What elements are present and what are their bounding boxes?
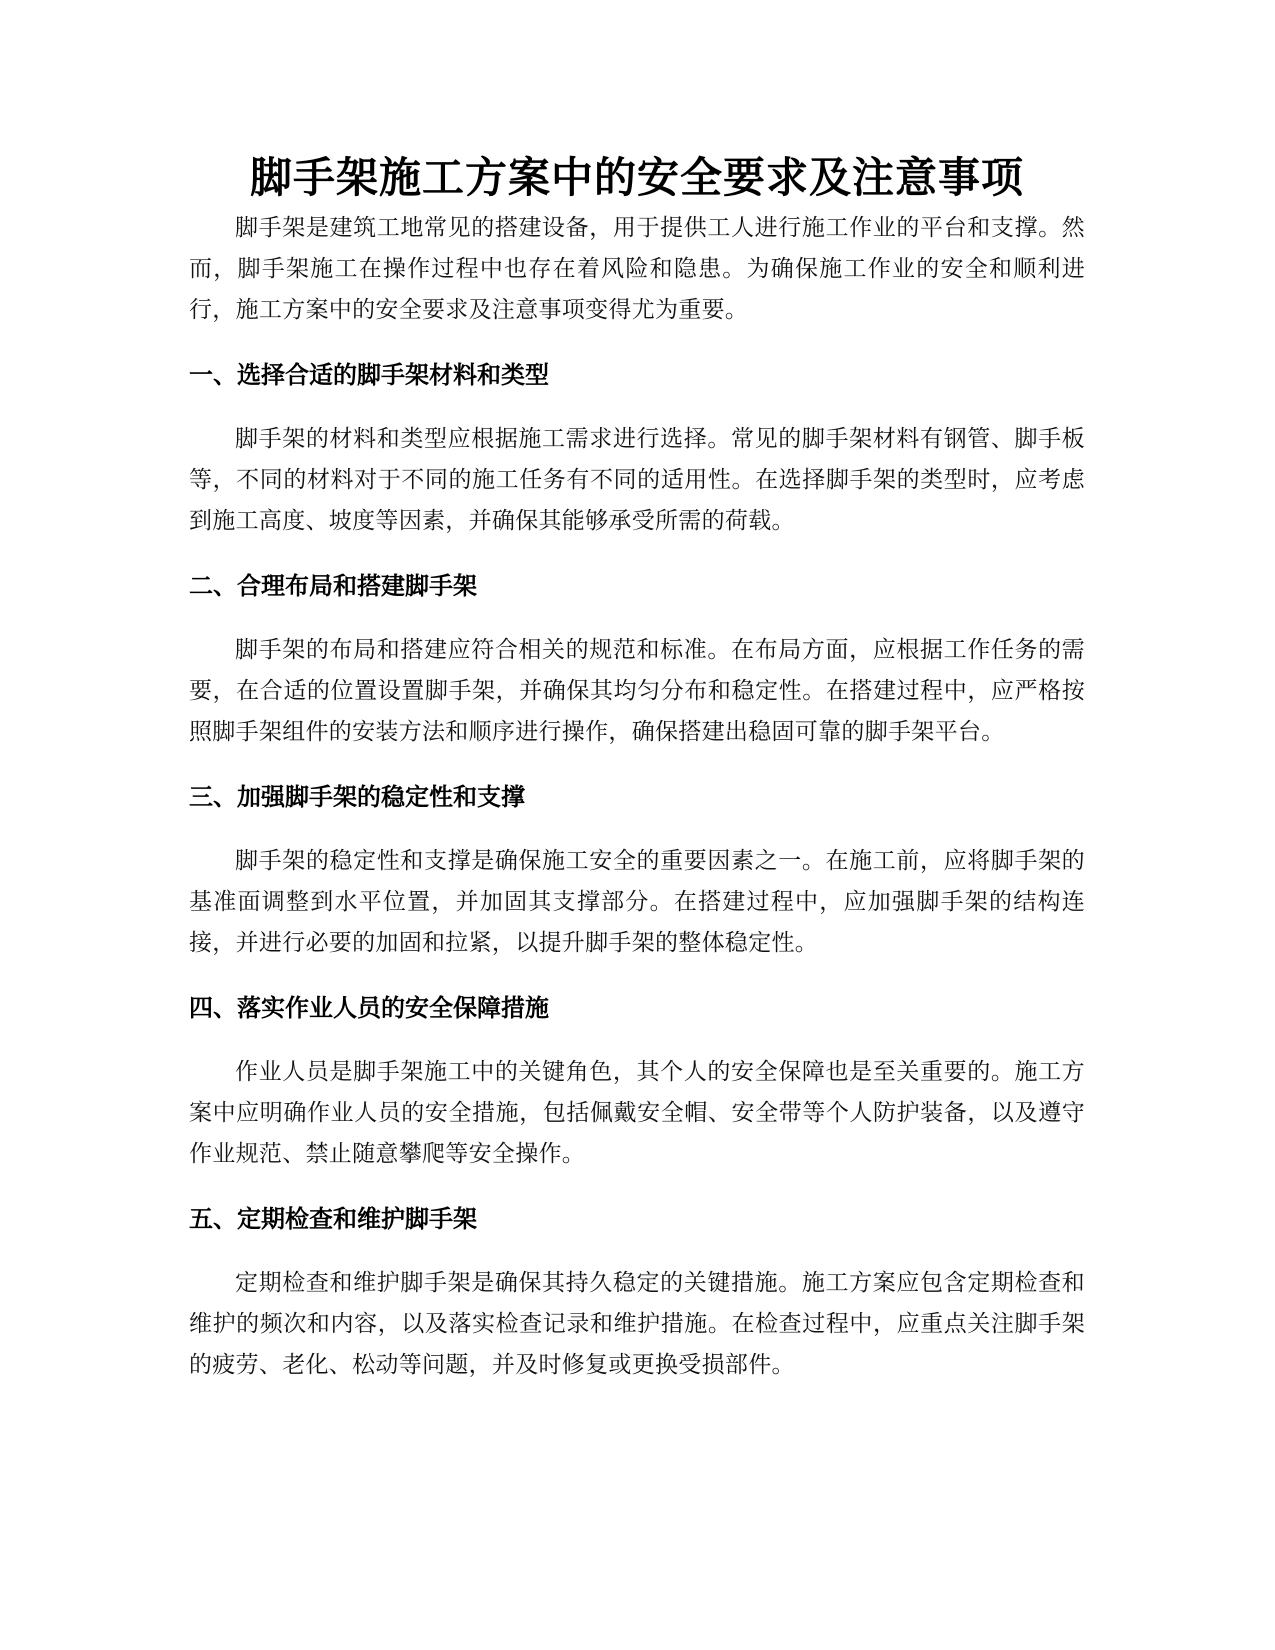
section-heading: 三、加强脚手架的稳定性和支撑 — [189, 783, 525, 811]
section-heading: 四、落实作业人员的安全保障措施 — [189, 994, 549, 1022]
document-content — [189, 148, 1085, 1386]
document-title: 脚手架施工方案中的安全要求及注意事项 — [249, 153, 1024, 202]
intro-paragraph: 脚手架是建筑工地常见的搭建设备，用于提供工人进行施工作业的平台和支撑。然而，脚手架施工在操作过程中也存在着风险和隐患。为确保施工作业的安全和顺利进行，施工方案中的安全要求及注意事项变得尤为重要。 — [189, 215, 1085, 323]
section-paragraph: 作业人员是脚手架施工中的关键角色，其个人的安全保障也是至关重要的。施工方案中应明确作业人员的安全措施，包括佩戴安全帽、安全带等个人防护装备，以及遵守作业规范、禁止随意攀爬等安全操作。 — [189, 1059, 1085, 1167]
section-4 — [189, 990, 1085, 1175]
section-1 — [189, 357, 1085, 542]
section-heading: 一、选择合适的脚手架材料和类型 — [189, 361, 549, 389]
section-5 — [189, 1201, 1085, 1386]
section-heading: 二、合理布局和搭建脚手架 — [189, 572, 477, 600]
section-paragraph: 脚手架的稳定性和支撑是确保施工安全的重要因素之一。在施工前，应将脚手架的基准面调整到水平位置，并加固其支撑部分。在搭建过程中，应加强脚手架的结构连接，并进行必要的加固和拉紧，以提升脚手架的整体稳定性。 — [189, 848, 1085, 956]
section-3 — [189, 779, 1085, 964]
section-2 — [189, 568, 1085, 753]
section-paragraph: 脚手架的布局和搭建应符合相关的规范和标准。在布局方面，应根据工作任务的需要，在合适的位置设置脚手架，并确保其均匀分布和稳定性。在搭建过程中，应严格按照脚手架组件的安装方法和顺序进行操作，确保搭建出稳固可靠的脚手架平台。 — [189, 637, 1085, 745]
section-heading: 五、定期检查和维护脚手架 — [189, 1205, 477, 1233]
section-paragraph: 脚手架的材料和类型应根据施工需求进行选择。常见的脚手架材料有钢管、脚手板等，不同的材料对于不同的施工任务有不同的适用性。在选择脚手架的类型时，应考虑到施工高度、坡度等因素，并确保其能够承受所需的荷载。 — [189, 426, 1085, 534]
section-paragraph: 定期检查和维护脚手架是确保其持久稳定的关键措施。施工方案应包含定期检查和维护的频次和内容，以及落实检查记录和维护措施。在检查过程中，应重点关注脚手架的疲劳、老化、松动等问题，并及时修复或更换受损部件。 — [189, 1270, 1085, 1378]
